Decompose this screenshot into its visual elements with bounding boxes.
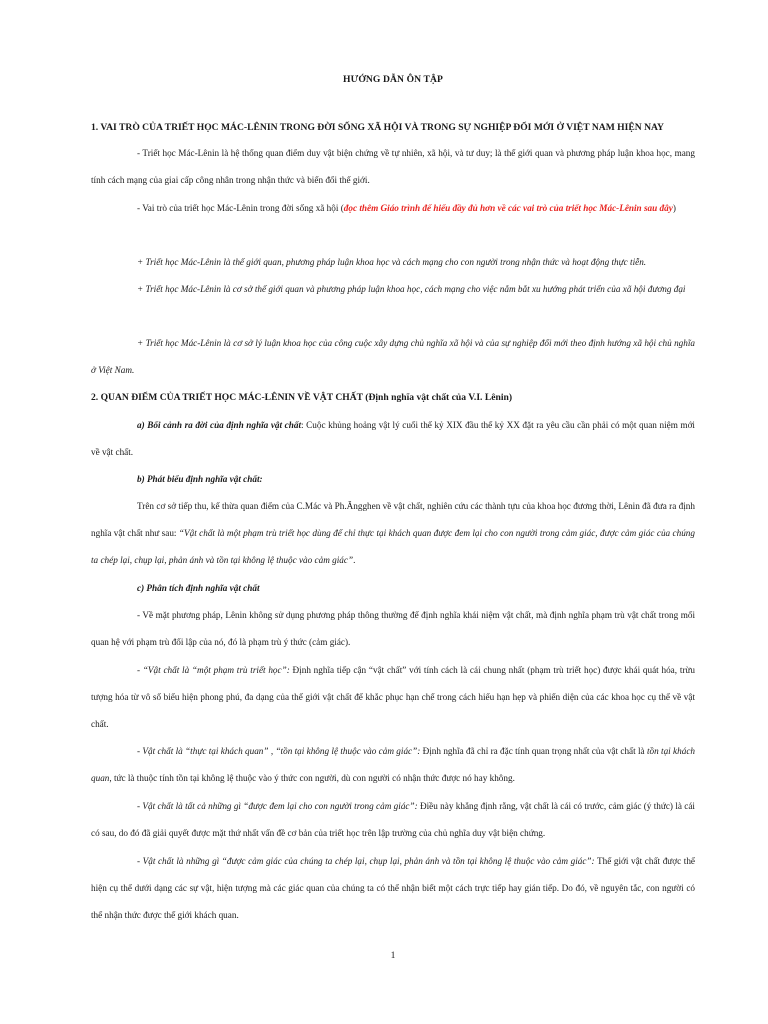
paragraph-2-suffix: ) (672, 203, 676, 213)
page-number: 1 (390, 950, 396, 961)
section2-c4-text: Điều này khẳng định rằng, vật chất là cái có trước, cảm giác (ý thức) là cái có sau, do đó đã giải quyết được mặt thứ nhất vấn đề cơ bản của triết học trên lập trường của chủ nghĩa duy vật biện chứng. (91, 801, 695, 838)
section2-heading: 2. QUAN ĐIỂM CỦA TRIẾT HỌC MÁC-LÊNIN VỀ VẬT CHẤT (Định nghĩa vật chất của V.I. Lênin) (91, 392, 513, 403)
section2-b-label: b) Phát biểu định nghĩa vật chất: (137, 474, 263, 484)
section2-c4 (91, 793, 695, 847)
section2-c5 (91, 848, 695, 929)
section2-a-text: : Cuộc khủng hoảng vật lý cuối thế kỷ XIX đầu thế kỷ XX đặt ra yêu cầu cần phải có một quan niệm mới về vật chất. (91, 420, 695, 457)
section2-c2 (91, 657, 695, 738)
section2-c3-text: Định nghĩa đã chỉ ra đặc tính quan trọng nhất của vật chất là (420, 746, 647, 756)
section1-paragraph-1: - Triết học Mác-Lênin là hệ thống quan điểm duy vật biện chứng về tự nhiên, xã hội, và tư duy; là thế giới quan và phương pháp luận khoa học, mang tính cách mạng của giai cấp công nhân trong nhận thức và biến đổi thế giới. (91, 148, 695, 185)
section2-b-text (91, 493, 695, 574)
section1-role-2: + Triết học Mác-Lênin là cơ sở thế giới quan và phương pháp luận khoa học, cách mạng cho việc nắm bắt xu hướng phát triển của xã hội đương đại (137, 284, 686, 294)
document-title: HƯỚNG DẪN ÔN TẬP (343, 74, 443, 85)
section2-a (91, 412, 695, 466)
section2-c3 (91, 738, 695, 792)
section2-c3-emphasis: tồn tại khách quan (91, 746, 695, 783)
paragraph-2-prefix: - Vai trò của triết học Mác-Lênin trong đời sống xã hội ( (137, 203, 344, 213)
section1-role-3: + Triết học Mác-Lênin là cơ sở lý luận khoa học của công cuộc xây dựng chủ nghĩa xã hội và của sự nghiệp đổi mới theo định hướng xã hội chủ nghĩa ở Việt Nam. (91, 338, 695, 375)
section1-heading: 1. VAI TRÒ CỦA TRIẾT HỌC MÁC-LÊNIN TRONG ĐỜI SỐNG XÃ HỘI VÀ TRONG SỰ NGHIỆP ĐỔI MỚI Ở VIỆT NAM HIỆN NAY (91, 122, 664, 133)
section2-c2-lead: - “Vật chất là “một phạm trù triết học”: (137, 665, 290, 675)
document-page (91, 0, 695, 1024)
section2-c3-lead: - Vật chất là “thực tại khách quan” , “tồn tại không lệ thuộc vào cảm giác”: (137, 746, 421, 756)
section1-paragraph-2 (91, 195, 695, 222)
section2-b-prefix: Trên cơ sở tiếp thu, kế thừa quan điểm của C.Mác và Ph.Ăngghen về vật chất, nghiên cứu các thành tựu của khoa học đương thời, Lênin đã đưa ra định nghĩa vật chất như sau: (91, 501, 695, 538)
section2-a-label: a) Bối cảnh ra đời của định nghĩa vật chất (137, 420, 301, 430)
reading-note: đọc thêm Giáo trình để hiểu đầy đủ hơn về các vai trò của triết học Mác-Lênin sau đây (343, 203, 673, 213)
section1-role-1: + Triết học Mác-Lênin là thế giới quan, phương pháp luận khoa học và cách mạng cho con người trong nhận thức và hoạt động thực tiễn. (137, 257, 647, 267)
definition-quote: “Vật chất là một phạm trù triết học dùng để chỉ thực tại khách quan được đem lại cho con người trong cảm giác, được cảm giác của chúng ta chép lại, chụp lại, phản ánh và tồn tại không lệ thuộc vào cảm giác” (91, 528, 695, 565)
section2-c5-lead: - Vật chất là những gì “được cảm giác của chúng ta chép lại, chụp lại, phản ánh và tồn tại không lệ thuộc vào cảm giác”: (137, 856, 595, 866)
section2-c1: - Về mặt phương pháp, Lênin không sử dụng phương pháp thông thường để định nghĩa khái niệm vật chất, mà định nghĩa phạm trù vật chất trong mối quan hệ với phạm trù đối lập của nó, đó là phạm trù ý thức (cảm giác). (91, 610, 695, 647)
section2-c3-text2: , tức là thuộc tính tồn tại không lệ thuộc vào ý thức con người, dù con người có nhận thức được nó hay không. (109, 773, 515, 783)
section2-c4-lead: - Vật chất là tất cả những gì “được đem lại cho con người trong cảm giác”: (137, 801, 418, 811)
section2-c-label: c) Phân tích định nghĩa vật chất (137, 583, 260, 593)
section2-c5-text: Thế giới vật chất được thể hiện cụ thể dưới dạng các sự vật, hiện tượng mà các giác quan của chúng ta có thể nhận biết một cách trực tiếp hay gián tiếp. Do đó, về nguyên tắc, con người có thể nhận thức được thế giới khách quan. (91, 856, 696, 920)
section2-c2-text: Định nghĩa tiếp cận “vật chất” với tính cách là cái chung nhất (phạm trù triết học) được khái quát hóa, trừu tượng hóa từ vô số biểu hiện phong phú, đa dạng của thế giới vật chất để khắc phục hạn chế trong cách hiểu hạn hẹp và phiến diện của các khoa học cụ thể về vật chất. (91, 665, 695, 729)
section2-b-suffix: . (353, 555, 356, 565)
